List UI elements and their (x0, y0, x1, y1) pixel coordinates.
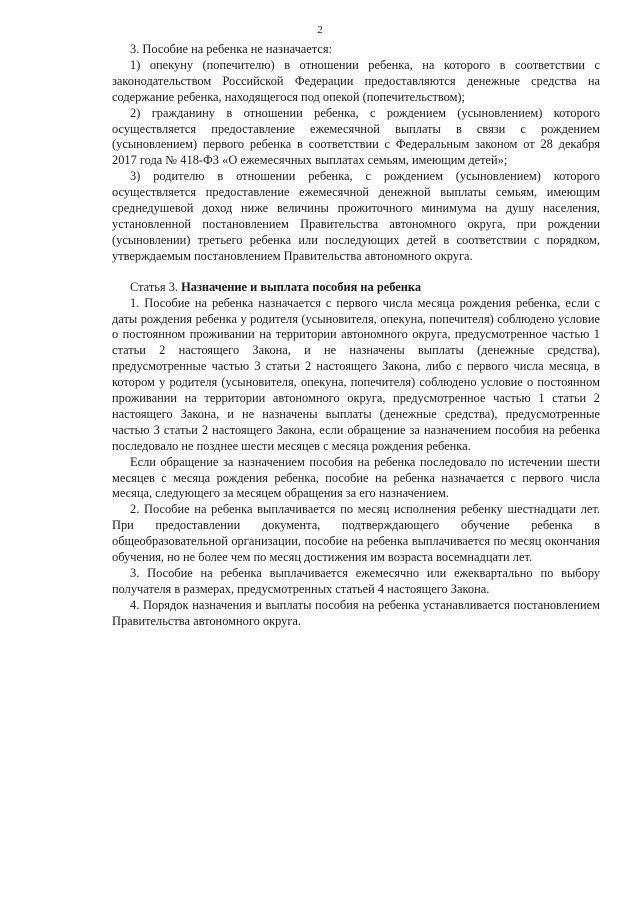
document-body (112, 42, 600, 630)
article-3-paragraph-3: 3. Пособие на ребенка выплачивается ежемесячно или ежеквартально по выбору получателя в размерах, предусмотренных статьей 4 настоящего Закона. (112, 566, 600, 596)
article-3-prefix: Статья 3. (130, 279, 182, 294)
article-3-heading (112, 280, 600, 296)
section-3-intro: 3. Пособие на ребенка не назначается: (130, 42, 333, 56)
article-3-paragraph-4: 4. Порядок назначения и выплаты пособия на ребенка устанавливается постановлением Правительства автономного округа. (112, 597, 600, 628)
section-3-item-2: 2) гражданину в отношении ребенка, с рождением (усыновлением) которого осуществляется предоставление ежемесячной выплаты в связи с рождением (усыновлением) первого ребенка в соответствии с Федеральным законом от 28 декабря 2017 года № 418-ФЗ «О ежемесячных выплатах семьям, имеющим детей»; (112, 105, 600, 168)
page-number: 2 (317, 24, 323, 36)
article-3-paragraph-1: 1. Пособие на ребенка назначается с первого числа месяца рождения ребенка, если с даты рождения ребенка у родителя (усыновителя, опекуна, попечителя) соблюдено условие о постоянном проживании на территории автономного округа, предусмотренное частью 1 статьи 2 настоящего Закона, и не назначены выплаты (денежные средства), предусмотренные частью 3 статьи 2 настоящего Закона, либо с первого числа месяца, в котором у родителя (усыновителя, опекуна, попечителя) соблюдено условие о постоянном проживании на территории автономного округа, предусмотренное частью 1 статьи 2 настоящего Закона, и не назначены выплаты (денежные средства), предусмотренные частью 3 статьи 2 настоящего Закона, если обращение за назначением пособия на ребенка последовало не позднее шести месяцев с месяца рождения ребенка. (112, 295, 600, 453)
section-3-item-1: 1) опекуну (попечителю) в отношении ребенка, на которого в соответствии с законодательством Российской Федерации предоставляются денежные средства на содержание ребенка, находящегося под опекой (попечительством); (112, 57, 600, 104)
article-3-paragraph-1-continued: Если обращение за назначением пособия на ребенка последовало по истечении шести месяцев с месяца рождения ребенка, пособие на ребенка назначается с первого числа месяца, следующего за месяцем обращения за его назначением. (112, 454, 600, 501)
article-3-title: Назначение и выплата пособия на ребенка (181, 279, 422, 294)
section-3-item-3: 3) родителю в отношении ребенка, с рождением (усыновлением) которого осуществляется предоставление ежемесячной денежной выплаты семьям, имеющим среднедушевой доход ниже величины прожиточного минимума на душу населения, установленной постановлением Правительства автономного округа, при рождении (усыновлении) третьего ребенка или последующих детей в соответствии с порядком, утверждаемым постановлением Правительства автономного округа. (112, 169, 600, 263)
article-3-paragraph-2: 2. Пособие на ребенка выплачивается по месяц исполнения ребенку шестнадцати лет. При предоставлении документа, подтверждающего обучение ребенка в общеобразовательной организации, пособие на ребенка выплачивается по месяц окончания обучения, но не более чем по месяц достижения им возраста восемнадцати лет. (112, 502, 600, 565)
